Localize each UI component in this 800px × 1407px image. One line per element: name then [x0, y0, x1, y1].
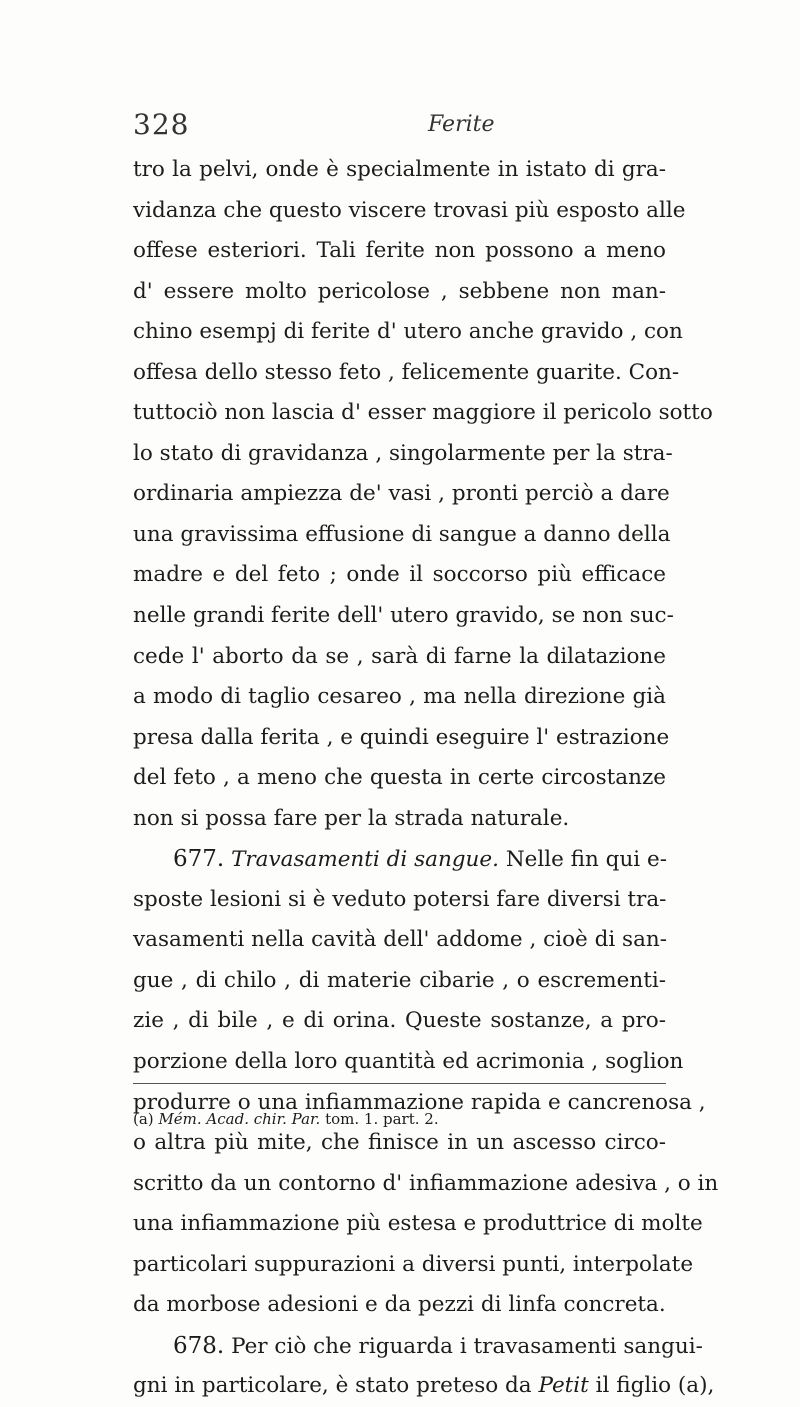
text-line: da morbose adesioni e da pezzi di linfa concreta. — [133, 1292, 666, 1318]
text-line: offese esteriori. Tali ferite non possono a meno — [133, 238, 666, 264]
section-text: Nelle fin qui e- — [505, 847, 667, 873]
text-line: ordinaria ampiezza de' vasi , pronti perciò a dare — [133, 481, 670, 507]
text-line: sposte lesioni si è veduto potersi fare diversi tra- — [133, 886, 667, 912]
text-span: il figlio (a), — [595, 1373, 715, 1399]
section-number: 678. — [173, 1332, 225, 1359]
text-line: offesa dello stesso feto , felicemente guarite. Con- — [133, 359, 680, 385]
text-line: gue , di chilo , di materie cibarie , o escrementi- — [133, 967, 666, 993]
text-line: lo stato di gravidanza , singolarmente per la stra- — [133, 440, 673, 466]
text-span: gni in particolare, è stato preteso da — [133, 1373, 532, 1399]
author-name: Petit — [538, 1373, 589, 1399]
section-title: Travasamenti di sangue. — [231, 847, 499, 873]
footnote-rule — [133, 1083, 666, 1084]
section-677-heading-line — [133, 839, 666, 880]
text-line — [133, 1366, 715, 1407]
text-line: nelle grandi ferite dell' utero gravido, se non suc- — [133, 603, 674, 629]
text-line: una infiammazione più estesa e produttrice di molte — [133, 1211, 703, 1237]
section-number: 677. — [173, 846, 225, 873]
text-line: una gravissima effusione di sangue a danno della — [133, 521, 671, 547]
footnote-text: tom. 1. part. 2. — [325, 1110, 439, 1128]
footnote-source: Mém. Acad. chir. Par. — [158, 1110, 321, 1128]
text-line: zie , di bile , e di orina. Queste sostanze, a pro- — [133, 1008, 666, 1034]
footnote — [133, 1110, 439, 1128]
text-line: non si possa fare per la strada naturale. — [133, 805, 570, 831]
text-line: madre e del feto ; onde il soccorso più efficace — [133, 562, 666, 588]
text-line: a modo di taglio cesareo , ma nella direzione già — [133, 684, 666, 710]
text-line: tuttociò non lascia d' esser maggiore il pericolo sotto — [133, 400, 713, 426]
text-line: vasamenti nella cavità dell' addome , cioè di san- — [133, 927, 668, 953]
running-head: Ferite — [428, 112, 495, 137]
section-text: Per ciò che riguarda i travasamenti sangui- — [231, 1333, 703, 1359]
text-line: presa dalla ferita , e quindi eseguire l' estrazione — [133, 724, 670, 750]
text-line: produrre o una infiammazione rapida e cancrenosa , — [133, 1089, 706, 1115]
page-number: 328 — [133, 108, 190, 141]
text-line: del feto , a meno che questa in certe circostanze — [133, 765, 666, 791]
text-line: o altra più mite, che finisce in un ascesso circo- — [133, 1130, 666, 1156]
text-line: chino esempj di ferite d' utero anche gravido , con — [133, 319, 683, 345]
text-line: vidanza che questo viscere trovasi più esposto alle — [133, 197, 686, 223]
text-line: d' essere molto pericolose , sebbene non man- — [133, 278, 666, 304]
text-line: scritto da un contorno d' infiammazione adesiva , o in — [133, 1170, 719, 1196]
text-line: porzione della loro quantità ed acrimonia , soglion — [133, 1049, 684, 1075]
footnote-mark: (a) — [133, 1110, 154, 1128]
text-line: tro la pelvi, onde è specialmente in istato di gra- — [133, 157, 666, 182]
page-header — [0, 108, 800, 148]
text-line: cede l' aborto da se , sarà di farne la dilatazione — [133, 643, 666, 669]
section-678-heading-line — [133, 1326, 703, 1367]
body-text — [133, 150, 719, 1407]
text-line: particolari suppurazioni a diversi punti, interpolate — [133, 1251, 694, 1277]
